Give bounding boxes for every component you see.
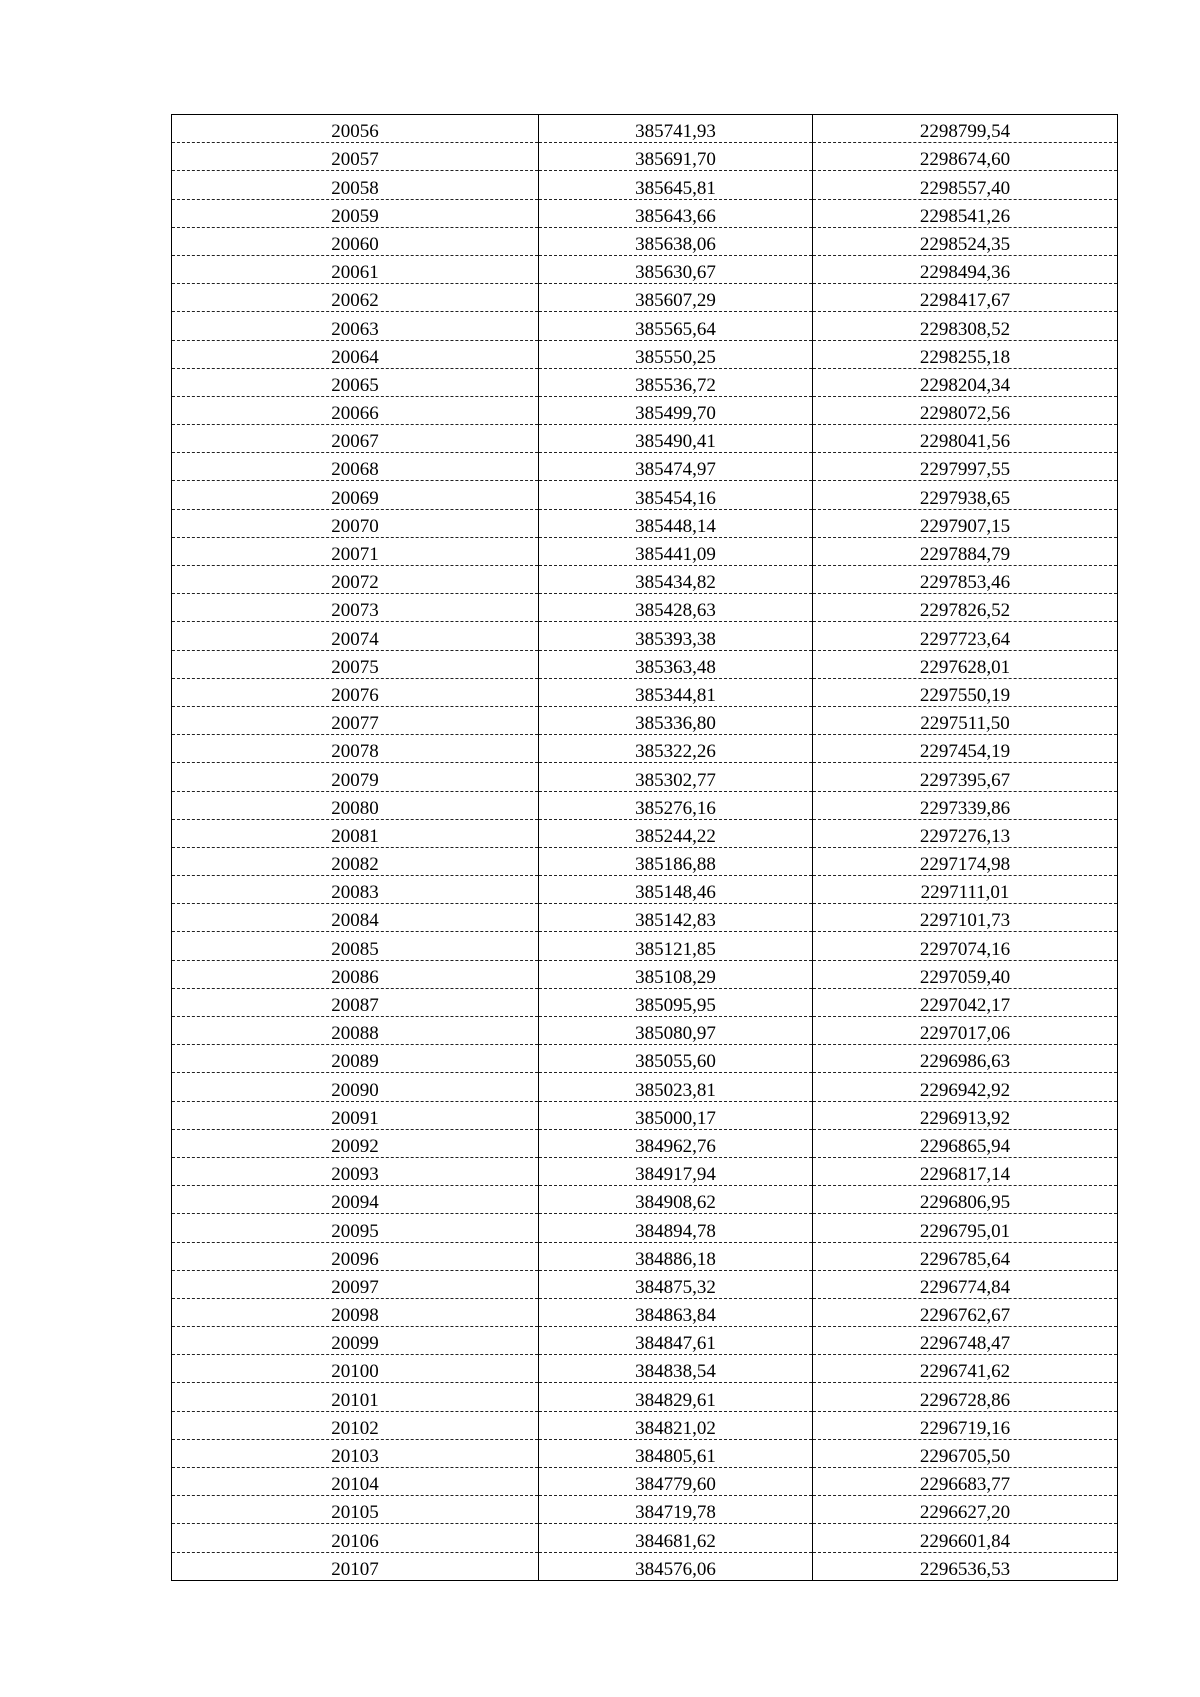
table-row	[172, 847, 1118, 875]
point-number-cell: 20099	[172, 1327, 539, 1355]
y-coordinate-cell: 2296728,86	[813, 1383, 1118, 1411]
x-coordinate-cell: 384821,02	[539, 1411, 813, 1439]
point-number-cell: 20101	[172, 1383, 539, 1411]
x-coordinate-cell: 385643,66	[539, 199, 813, 227]
table-row	[172, 1101, 1118, 1129]
x-coordinate-cell: 385691,70	[539, 143, 813, 171]
coordinates-table	[171, 114, 1118, 1581]
table-row	[172, 143, 1118, 171]
y-coordinate-cell: 2297101,73	[813, 904, 1118, 932]
table-row	[172, 1157, 1118, 1185]
y-coordinate-cell: 2296942,92	[813, 1073, 1118, 1101]
x-coordinate-cell: 385108,29	[539, 960, 813, 988]
y-coordinate-cell: 2296719,16	[813, 1411, 1118, 1439]
point-number-cell: 20057	[172, 143, 539, 171]
point-number-cell: 20096	[172, 1242, 539, 1270]
point-number-cell: 20082	[172, 847, 539, 875]
point-number-cell: 20060	[172, 227, 539, 255]
x-coordinate-cell: 385344,81	[539, 678, 813, 706]
y-coordinate-cell: 2297174,98	[813, 847, 1118, 875]
point-number-cell: 20098	[172, 1298, 539, 1326]
table-row	[172, 1439, 1118, 1467]
x-coordinate-cell: 384917,94	[539, 1157, 813, 1185]
x-coordinate-cell: 385336,80	[539, 706, 813, 734]
x-coordinate-cell: 385302,77	[539, 763, 813, 791]
x-coordinate-cell: 385055,60	[539, 1045, 813, 1073]
table-row	[172, 904, 1118, 932]
point-number-cell: 20071	[172, 537, 539, 565]
y-coordinate-cell: 2297997,55	[813, 453, 1118, 481]
table-row	[172, 255, 1118, 283]
x-coordinate-cell: 384829,61	[539, 1383, 813, 1411]
y-coordinate-cell: 2297723,64	[813, 622, 1118, 650]
point-number-cell: 20090	[172, 1073, 539, 1101]
table-row	[172, 1355, 1118, 1383]
y-coordinate-cell: 2297111,01	[813, 876, 1118, 904]
table-row	[172, 199, 1118, 227]
point-number-cell: 20086	[172, 960, 539, 988]
x-coordinate-cell: 385434,82	[539, 566, 813, 594]
table-row	[172, 340, 1118, 368]
point-number-cell: 20084	[172, 904, 539, 932]
table-row	[172, 791, 1118, 819]
x-coordinate-cell: 385142,83	[539, 904, 813, 932]
point-number-cell: 20079	[172, 763, 539, 791]
table-row	[172, 566, 1118, 594]
table-row	[172, 425, 1118, 453]
table-row	[172, 481, 1118, 509]
x-coordinate-cell: 384847,61	[539, 1327, 813, 1355]
table-row	[172, 453, 1118, 481]
x-coordinate-cell: 385448,14	[539, 509, 813, 537]
x-coordinate-cell: 385630,67	[539, 255, 813, 283]
point-number-cell: 20106	[172, 1524, 539, 1552]
x-coordinate-cell: 385393,38	[539, 622, 813, 650]
x-coordinate-cell: 384875,32	[539, 1270, 813, 1298]
table-row	[172, 819, 1118, 847]
table-row	[172, 1298, 1118, 1326]
y-coordinate-cell: 2297550,19	[813, 678, 1118, 706]
y-coordinate-cell: 2296785,64	[813, 1242, 1118, 1270]
table-row	[172, 706, 1118, 734]
x-coordinate-cell: 385499,70	[539, 396, 813, 424]
y-coordinate-cell: 2296705,50	[813, 1439, 1118, 1467]
point-number-cell: 20092	[172, 1129, 539, 1157]
y-coordinate-cell: 2296817,14	[813, 1157, 1118, 1185]
point-number-cell: 20100	[172, 1355, 539, 1383]
point-number-cell: 20063	[172, 312, 539, 340]
table-row	[172, 368, 1118, 396]
table-row	[172, 396, 1118, 424]
point-number-cell: 20077	[172, 706, 539, 734]
table-row	[172, 1186, 1118, 1214]
point-number-cell: 20097	[172, 1270, 539, 1298]
y-coordinate-cell: 2298308,52	[813, 312, 1118, 340]
x-coordinate-cell: 385454,16	[539, 481, 813, 509]
table-row	[172, 171, 1118, 199]
point-number-cell: 20088	[172, 1017, 539, 1045]
x-coordinate-cell: 385363,48	[539, 650, 813, 678]
point-number-cell: 20062	[172, 284, 539, 312]
x-coordinate-cell: 385741,93	[539, 115, 813, 143]
x-coordinate-cell: 384719,78	[539, 1496, 813, 1524]
y-coordinate-cell: 2297042,17	[813, 988, 1118, 1016]
y-coordinate-cell: 2296806,95	[813, 1186, 1118, 1214]
point-number-cell: 20078	[172, 735, 539, 763]
y-coordinate-cell: 2296536,53	[813, 1552, 1118, 1580]
point-number-cell: 20094	[172, 1186, 539, 1214]
y-coordinate-cell: 2296601,84	[813, 1524, 1118, 1552]
y-coordinate-cell: 2298674,60	[813, 143, 1118, 171]
table-row	[172, 1327, 1118, 1355]
table-row	[172, 284, 1118, 312]
y-coordinate-cell: 2297454,19	[813, 735, 1118, 763]
point-number-cell: 20083	[172, 876, 539, 904]
x-coordinate-cell: 384576,06	[539, 1552, 813, 1580]
y-coordinate-cell: 2296986,63	[813, 1045, 1118, 1073]
point-number-cell: 20068	[172, 453, 539, 481]
table-row	[172, 1242, 1118, 1270]
table-row	[172, 1270, 1118, 1298]
table-row	[172, 876, 1118, 904]
y-coordinate-cell: 2298557,40	[813, 171, 1118, 199]
x-coordinate-cell: 384779,60	[539, 1468, 813, 1496]
point-number-cell: 20104	[172, 1468, 539, 1496]
point-number-cell: 20089	[172, 1045, 539, 1073]
y-coordinate-cell: 2296795,01	[813, 1214, 1118, 1242]
table-row	[172, 1468, 1118, 1496]
point-number-cell: 20093	[172, 1157, 539, 1185]
y-coordinate-cell: 2297395,67	[813, 763, 1118, 791]
y-coordinate-cell: 2296762,67	[813, 1298, 1118, 1326]
table-row	[172, 763, 1118, 791]
x-coordinate-cell: 384894,78	[539, 1214, 813, 1242]
y-coordinate-cell: 2296865,94	[813, 1129, 1118, 1157]
x-coordinate-cell: 385490,41	[539, 425, 813, 453]
y-coordinate-cell: 2298494,36	[813, 255, 1118, 283]
table-row	[172, 509, 1118, 537]
point-number-cell: 20087	[172, 988, 539, 1016]
y-coordinate-cell: 2298524,35	[813, 227, 1118, 255]
y-coordinate-cell: 2296627,20	[813, 1496, 1118, 1524]
point-number-cell: 20061	[172, 255, 539, 283]
table-row	[172, 1552, 1118, 1580]
y-coordinate-cell: 2297884,79	[813, 537, 1118, 565]
table-row	[172, 960, 1118, 988]
x-coordinate-cell: 385441,09	[539, 537, 813, 565]
point-number-cell: 20058	[172, 171, 539, 199]
y-coordinate-cell: 2297059,40	[813, 960, 1118, 988]
x-coordinate-cell: 385428,63	[539, 594, 813, 622]
y-coordinate-cell: 2297017,06	[813, 1017, 1118, 1045]
y-coordinate-cell: 2298072,56	[813, 396, 1118, 424]
x-coordinate-cell: 384886,18	[539, 1242, 813, 1270]
table-row	[172, 594, 1118, 622]
table-row	[172, 678, 1118, 706]
point-number-cell: 20076	[172, 678, 539, 706]
table-row	[172, 1524, 1118, 1552]
table-row	[172, 735, 1118, 763]
x-coordinate-cell: 385023,81	[539, 1073, 813, 1101]
coordinates-table-body	[172, 115, 1118, 1581]
table-row	[172, 1045, 1118, 1073]
x-coordinate-cell: 384908,62	[539, 1186, 813, 1214]
point-number-cell: 20066	[172, 396, 539, 424]
point-number-cell: 20095	[172, 1214, 539, 1242]
table-row	[172, 622, 1118, 650]
y-coordinate-cell: 2296913,92	[813, 1101, 1118, 1129]
table-row	[172, 537, 1118, 565]
point-number-cell: 20072	[172, 566, 539, 594]
x-coordinate-cell: 384838,54	[539, 1355, 813, 1383]
x-coordinate-cell: 385474,97	[539, 453, 813, 481]
y-coordinate-cell: 2297511,50	[813, 706, 1118, 734]
x-coordinate-cell: 385565,64	[539, 312, 813, 340]
x-coordinate-cell: 385607,29	[539, 284, 813, 312]
x-coordinate-cell: 385080,97	[539, 1017, 813, 1045]
y-coordinate-cell: 2298204,34	[813, 368, 1118, 396]
y-coordinate-cell: 2298541,26	[813, 199, 1118, 227]
point-number-cell: 20065	[172, 368, 539, 396]
x-coordinate-cell: 385121,85	[539, 932, 813, 960]
x-coordinate-cell: 385000,17	[539, 1101, 813, 1129]
point-number-cell: 20075	[172, 650, 539, 678]
point-number-cell: 20080	[172, 791, 539, 819]
table-row	[172, 988, 1118, 1016]
x-coordinate-cell: 385536,72	[539, 368, 813, 396]
x-coordinate-cell: 385645,81	[539, 171, 813, 199]
table-row	[172, 650, 1118, 678]
x-coordinate-cell: 385095,95	[539, 988, 813, 1016]
table-row	[172, 1017, 1118, 1045]
x-coordinate-cell: 385186,88	[539, 847, 813, 875]
y-coordinate-cell: 2296683,77	[813, 1468, 1118, 1496]
point-number-cell: 20067	[172, 425, 539, 453]
point-number-cell: 20085	[172, 932, 539, 960]
x-coordinate-cell: 384805,61	[539, 1439, 813, 1467]
table-row	[172, 115, 1118, 143]
point-number-cell: 20073	[172, 594, 539, 622]
y-coordinate-cell: 2297907,15	[813, 509, 1118, 537]
y-coordinate-cell: 2298417,67	[813, 284, 1118, 312]
y-coordinate-cell: 2297628,01	[813, 650, 1118, 678]
table-row	[172, 1496, 1118, 1524]
y-coordinate-cell: 2297938,65	[813, 481, 1118, 509]
table-row	[172, 1411, 1118, 1439]
x-coordinate-cell: 385276,16	[539, 791, 813, 819]
point-number-cell: 20105	[172, 1496, 539, 1524]
point-number-cell: 20064	[172, 340, 539, 368]
point-number-cell: 20102	[172, 1411, 539, 1439]
x-coordinate-cell: 384681,62	[539, 1524, 813, 1552]
y-coordinate-cell: 2297276,13	[813, 819, 1118, 847]
table-row	[172, 1129, 1118, 1157]
x-coordinate-cell: 385148,46	[539, 876, 813, 904]
y-coordinate-cell: 2297853,46	[813, 566, 1118, 594]
y-coordinate-cell: 2298041,56	[813, 425, 1118, 453]
point-number-cell: 20074	[172, 622, 539, 650]
table-row	[172, 1073, 1118, 1101]
x-coordinate-cell: 385322,26	[539, 735, 813, 763]
point-number-cell: 20056	[172, 115, 539, 143]
table-row	[172, 312, 1118, 340]
point-number-cell: 20069	[172, 481, 539, 509]
y-coordinate-cell: 2297826,52	[813, 594, 1118, 622]
y-coordinate-cell: 2298799,54	[813, 115, 1118, 143]
point-number-cell: 20070	[172, 509, 539, 537]
x-coordinate-cell: 385244,22	[539, 819, 813, 847]
y-coordinate-cell: 2297074,16	[813, 932, 1118, 960]
y-coordinate-cell: 2296748,47	[813, 1327, 1118, 1355]
y-coordinate-cell: 2296741,62	[813, 1355, 1118, 1383]
x-coordinate-cell: 385638,06	[539, 227, 813, 255]
point-number-cell: 20107	[172, 1552, 539, 1580]
table-row	[172, 227, 1118, 255]
x-coordinate-cell: 385550,25	[539, 340, 813, 368]
table-row	[172, 932, 1118, 960]
point-number-cell: 20081	[172, 819, 539, 847]
table-row	[172, 1214, 1118, 1242]
point-number-cell: 20091	[172, 1101, 539, 1129]
x-coordinate-cell: 384962,76	[539, 1129, 813, 1157]
table-row	[172, 1383, 1118, 1411]
y-coordinate-cell: 2296774,84	[813, 1270, 1118, 1298]
x-coordinate-cell: 384863,84	[539, 1298, 813, 1326]
point-number-cell: 20103	[172, 1439, 539, 1467]
y-coordinate-cell: 2297339,86	[813, 791, 1118, 819]
y-coordinate-cell: 2298255,18	[813, 340, 1118, 368]
point-number-cell: 20059	[172, 199, 539, 227]
